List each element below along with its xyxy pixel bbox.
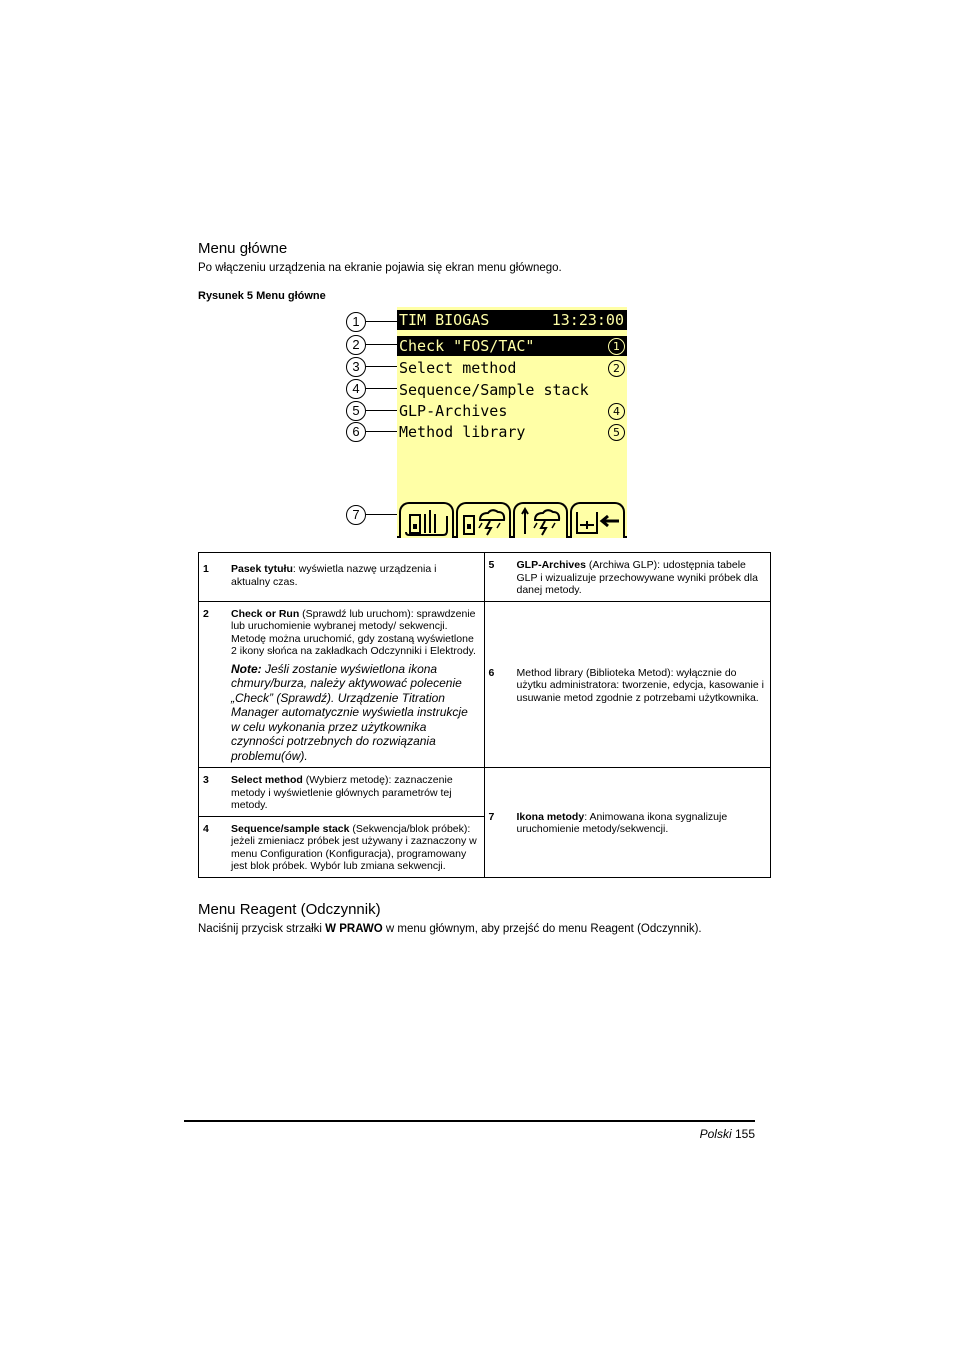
legend-cell-1 <box>199 553 485 602</box>
table-row <box>199 768 771 817</box>
callout-6: 6 <box>346 422 366 442</box>
menu-item-label: Method library <box>399 423 526 441</box>
menu-item-label: Select method <box>399 359 517 377</box>
item-desc: (Sekwencja/blok próbek): jeżeli zmieniacz próbek jest używany i zaznaczony w menu Configuration (Konfiguracja), programowany jest blok próbek. Wybór lub zmiana sekwencji. <box>231 822 477 872</box>
legend-cell-3 <box>199 768 485 817</box>
item-desc: (Sprawdź lub uruchom): sprawdzenie lub uruchomienie wybranej metody/ sekwencji. Metodę można uruchomić, gdy zostaną wyświetlone 2 ikony słońca na zakładkach Odczynniki i Elektrody. <box>231 607 476 657</box>
item-desc: (Archiwa GLP): udostępnia tabele GLP i wizualizuje przechowywane wyniki próbek dla danej metody. <box>516 559 758 596</box>
legend-cell-4 <box>199 816 485 877</box>
device-name: TIM BIOGAS <box>399 311 490 329</box>
tab-main[interactable] <box>399 502 454 538</box>
item-term: Check or Run <box>231 607 300 620</box>
menu-item-label: Check "FOS/TAC" <box>399 337 535 355</box>
tab-electrode[interactable] <box>513 502 568 538</box>
section-title-reagent-menu: Menu Reagent (Odczynnik) <box>198 901 381 918</box>
key-name: W PRAWO <box>325 923 383 935</box>
legend-cell-5 <box>484 553 771 602</box>
item-number: 2 <box>203 607 209 620</box>
item-term: Select method <box>231 774 303 786</box>
callout-3: 3 <box>346 357 366 377</box>
text: w menu głównym, aby przejść do menu Reagent (Odczynnik). <box>382 923 702 935</box>
legend-cell-7 <box>484 768 771 878</box>
item-desc: : Animowana ikona sygnalizuje uruchomienie metody/sekwencji. <box>516 810 728 836</box>
callout-4: 4 <box>346 379 366 399</box>
menu-item-label: GLP-Archives <box>399 402 508 420</box>
menu-item-label: Sequence/Sample stack <box>399 381 589 399</box>
lcd-screen <box>397 307 627 538</box>
item-number: 6 <box>488 666 495 679</box>
shortcut-badge: 2 <box>608 360 625 377</box>
footer-language: Polski <box>699 1127 732 1141</box>
table-row <box>199 553 771 602</box>
menu-item-check[interactable] <box>397 336 627 356</box>
reagent-paragraph <box>198 923 702 935</box>
callout-7: 7 <box>346 505 366 525</box>
callout-line <box>366 388 397 389</box>
item-number: 5 <box>488 559 495 571</box>
electrode-reagent-icon <box>401 504 452 538</box>
clock: 13:23:00 <box>551 311 624 329</box>
note-text: Jeśli zostanie wyświetlona ikona chmury/burza, należy aktywować polecenie „Check” (Sprawdź). Urządzenie Titration Manager automatycznie wyświetla instrukcje w celu wykonania przez użytkownika czynności potrzebnych do rozwiązania problemu(ów). <box>231 661 468 763</box>
item-number: 1 <box>203 563 209 575</box>
menu-item-method-library[interactable] <box>397 422 627 442</box>
shortcut-badge: 1 <box>608 338 625 355</box>
item-desc: : wyświetla nazwę urządzenia i aktualny czas. <box>231 563 437 588</box>
item-number: 7 <box>488 810 495 823</box>
section-title-main-menu: Menu główne <box>198 240 288 257</box>
intro-paragraph: Po włączeniu urządzenia na ekranie pojawia się ekran menu głównego. <box>198 262 562 274</box>
note-block <box>231 662 478 764</box>
legend-table <box>198 552 771 878</box>
item-term: Sequence/sample stack <box>231 822 350 835</box>
title-bar <box>397 310 627 330</box>
callout-line <box>366 410 397 411</box>
callout-line <box>366 514 397 515</box>
callout-line <box>366 321 397 322</box>
callout-2: 2 <box>346 335 366 355</box>
item-number: 3 <box>203 774 209 786</box>
page-footer <box>700 1127 755 1141</box>
tab-toolbar <box>397 500 627 538</box>
item-term: Pasek tytułu <box>231 563 293 575</box>
item-term: Ikona metody <box>516 810 585 823</box>
legend-cell-6 <box>484 601 771 768</box>
callout-5: 5 <box>346 401 366 421</box>
text: Naciśnij przycisk strzałki <box>198 923 326 935</box>
shortcut-badge: 5 <box>608 424 625 441</box>
footer-rule <box>184 1120 755 1122</box>
item-term: GLP-Archives <box>516 559 586 571</box>
page-number: 155 <box>734 1127 755 1141</box>
callout-line <box>366 366 397 367</box>
note-label: Note: <box>231 661 262 676</box>
item-desc: (Wybierz metodę): zaznaczenie metody i wyświetlenie głównych parametrów tej metody. <box>231 774 453 811</box>
figure-caption: Rysunek 5 Menu główne <box>198 290 326 302</box>
item-number: 4 <box>203 822 209 835</box>
callout-line <box>366 344 397 345</box>
legend-cell-2 <box>199 601 485 768</box>
electrode-storm-icon <box>515 504 566 538</box>
shortcut-badge: 4 <box>608 403 625 420</box>
beaker-arrow-icon <box>572 504 623 538</box>
table-row <box>199 601 771 768</box>
callout-line <box>366 431 397 432</box>
menu-item-sequence[interactable] <box>397 380 627 400</box>
tab-sample[interactable] <box>570 502 625 538</box>
menu-item-select-method[interactable] <box>397 358 627 378</box>
item-desc: Method library (Biblioteka Metod): wyłącznie do użytku administratora: tworzenie, edycja, kasowanie i usuwanie metod zgodnie z potrzebami użytkownika. <box>516 666 764 704</box>
reagent-storm-icon <box>458 504 509 538</box>
callout-1: 1 <box>346 312 366 332</box>
menu-item-glp-archives[interactable] <box>397 401 627 421</box>
tab-reagent[interactable] <box>456 502 511 538</box>
